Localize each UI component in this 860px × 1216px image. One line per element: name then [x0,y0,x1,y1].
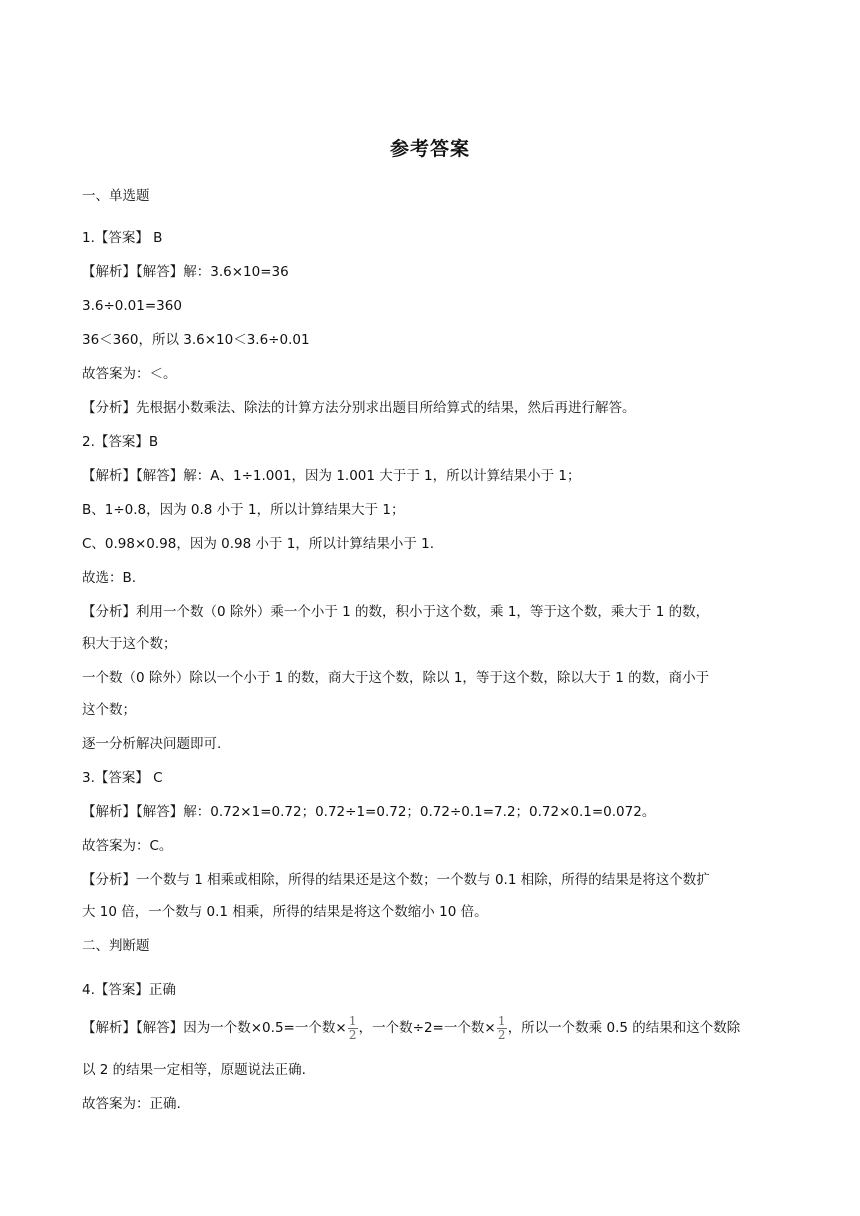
q4-text: ，所以一个数乘 0.5 的结果和这个数除 [507,1020,741,1036]
q2-line: 【解析】【解答】解：A、1÷1.001，因为 1.001 大于于 1，所以计算结果小于 1； [82,468,581,484]
q4-line: 以 2 的结果一定相等，原题说法正确. [82,1062,306,1078]
q4-explanation [82,1014,782,1042]
page-title: 参考答案 [389,138,470,160]
q2-analysis: 这个数； [82,702,136,718]
q4-text: 【解析】【解答】因为一个数×0.5=一个数× [82,1020,347,1036]
q2-analysis: 逐一分析解决问题即可. [82,736,222,752]
q3-answer: 3.【答案】 C [82,770,163,786]
q3-analysis: 【分析】一个数与 1 相乘或相除，所得的结果还是这个数；一个数与 0.1 相除，所得的结果是将这个数扩 [82,872,710,888]
q2-analysis: 一个数（0 除外）除以一个小于 1 的数，商大于这个数，除以 1，等于这个数，除以大于 1 的数，商小于 [82,670,710,686]
q2-line: B、1÷0.8，因为 0.8 小于 1，所以计算结果大于 1； [82,502,405,518]
fraction-denominator: 2 [348,1027,357,1042]
q1-analysis: 【分析】先根据小数乘法、除法的计算方法分别求出题目所给算式的结果，然后再进行解答。 [82,400,636,416]
q3-line: 【解析】【解答】解：0.72×1=0.72；0.72÷1=0.72；0.72÷0.1=7.2；0.72×0.1=0.072。 [82,804,656,820]
q2-line: C、0.98×0.98，因为 0.98 小于 1，所以计算结果小于 1. [82,536,435,552]
q1-line: 故答案为：＜。 [82,366,177,382]
q2-analysis: 积大于这个数； [82,636,177,652]
q1-answer: 1.【答案】 B [82,230,163,246]
q2-analysis: 【分析】利用一个数（0 除外）乘一个小于 1 的数，积小于这个数，乘 1，等于这个数，乘大于 1 的数， [82,604,710,620]
fraction-denominator: 2 [497,1027,506,1042]
section-heading-true-false: 二、判断题 [82,938,150,954]
q1-line: 3.6÷0.01=360 [82,298,182,314]
q4-line: 故答案为：正确. [82,1096,181,1112]
fraction-half [497,1013,507,1042]
q2-answer: 2.【答案】B [82,434,159,450]
q3-analysis: 大 10 倍，一个数与 0.1 相乘，所得的结果是将这个数缩小 10 倍。 [82,904,488,920]
q2-line: 故选：B. [82,570,137,586]
fraction-numerator: 1 [348,1013,357,1028]
section-heading-single-choice: 一、单选题 [82,188,150,204]
q1-line: 【解析】【解答】解：3.6×10=36 [82,264,289,280]
q4-answer: 4.【答案】正确 [82,982,176,998]
q4-text: ，一个数÷2=一个数× [358,1020,496,1036]
fraction-numerator: 1 [497,1013,506,1028]
q1-line: 36＜360，所以 3.6×10＜3.6÷0.01 [82,332,310,348]
fraction-half [348,1013,358,1042]
q3-line: 故答案为：C。 [82,838,173,854]
